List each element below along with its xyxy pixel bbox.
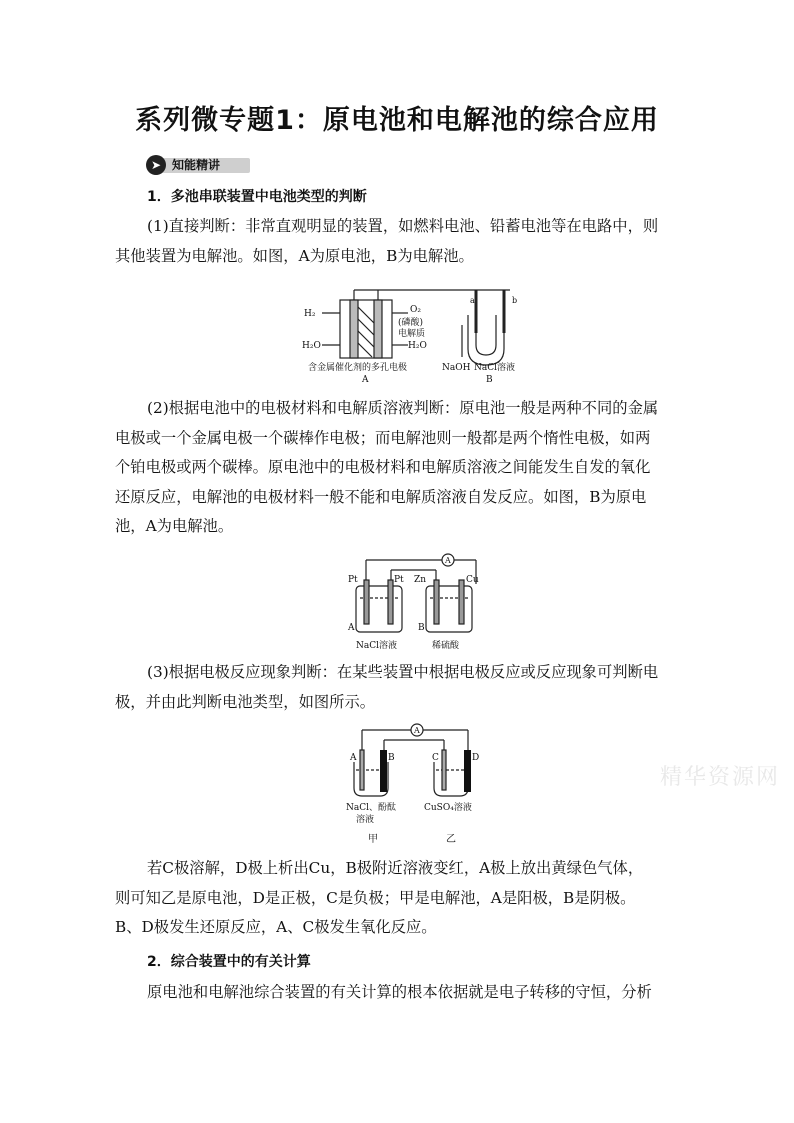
label-D: D (472, 753, 480, 763)
text-line: 池，A为电解池。 (115, 517, 234, 535)
paragraph-material (115, 394, 683, 542)
label-pt-1: Pt (348, 575, 358, 585)
label-b: b (512, 296, 518, 305)
label-electrolyte: 电解质 (398, 329, 426, 339)
text-line: 则可知乙是原电池，D是正极，C是负极；甲是电解池，A是阳极，B是阴极。 (115, 888, 636, 907)
label-B: B (388, 753, 395, 763)
label-nacl: NaCl溶液 (474, 363, 516, 373)
watermark: 精华资源网 (660, 765, 781, 790)
label-pt-2: Pt (394, 575, 404, 585)
text-line: 原电池和电解池综合装置的有关计算的根本依据就是电子转移的守恒，分析 (147, 983, 652, 1001)
label-solution: 溶液 (356, 815, 375, 825)
paragraph-calculation (115, 978, 683, 1008)
figure-cells-jia-yi (340, 722, 490, 848)
label-acid: (磷酸) (398, 318, 424, 328)
text-line: B、D极发生还原反应，A、C极发生氧化反应。 (115, 918, 437, 936)
label-cu: Cu (466, 575, 479, 585)
label-nacl: NaCl、酚酞 (346, 803, 397, 813)
paragraph-conclusion (115, 854, 683, 943)
text-line: 还原反应，电解池的电极材料一般不能和电解质溶液自发反应。如图，B为原电 (115, 487, 647, 506)
label-jia: 甲 (368, 834, 378, 845)
label-o2: O₂ (410, 305, 421, 315)
badge-label: 知能精讲 (162, 158, 250, 173)
label-naoh: NaOH (442, 363, 471, 373)
label-A: A (350, 753, 357, 763)
label-acid: 稀硫酸 (432, 641, 460, 651)
figure-fuel-cell (300, 285, 530, 387)
paragraph-direct (115, 212, 683, 271)
text-line: 电极或一个金属电极一个碳棒作电极；而电解池则一般都是两个惰性电极，如两 (115, 428, 651, 447)
label-electrode: 含金属催化剂的多孔电极 (308, 363, 408, 373)
text-line: 个铂电极或两个碳棒。原电池中的电极材料和电解质溶液之间能发生自发的氧化 (115, 458, 651, 476)
section1-heading: 1．多池串联装置中电池类型的判断 (147, 189, 367, 205)
text-line: (3)根据电极反应现象判断：在某些装置中根据电极反应或反应现象可判断电 (147, 663, 659, 681)
label-h2: H₂ (304, 309, 316, 319)
label-B: B (486, 375, 493, 385)
label-B: B (418, 623, 425, 633)
ammeter-label: A (414, 726, 420, 735)
figure-cells-pt-zn (344, 552, 484, 652)
text-line: 其他装置为电解池。如图，A为原电池，B为电解池。 (115, 246, 474, 265)
text-line: 若C极溶解，D极上析出Cu，B极附近溶液变红，A极上放出黄绿色气体， (147, 859, 644, 877)
electrode-D (464, 750, 471, 792)
arrow-icon: ➤ (146, 155, 166, 175)
label-a: a (470, 296, 475, 305)
label-C: C (432, 753, 439, 763)
label-zn: Zn (414, 575, 427, 585)
label-h2o-right: H₂O (408, 341, 427, 351)
section2-heading: 2．综合装置中的有关计算 (147, 954, 311, 970)
label-cuso4: CuSO₄溶液 (424, 803, 472, 813)
electrode-B (380, 750, 387, 792)
text-line: 极，并由此判断电池类型，如图所示。 (115, 692, 376, 711)
label-yi: 乙 (446, 834, 456, 845)
paragraph-phenomenon (115, 658, 683, 717)
label-A: A (362, 375, 369, 385)
page-title: 系列微专题1：原电池和电解池的综合应用 (135, 105, 659, 136)
label-nacl: NaCl溶液 (356, 641, 398, 651)
label-h2o-left: H₂O (302, 341, 321, 351)
ammeter-label: A (445, 556, 451, 565)
text-line: (2)根据电池中的电极材料和电解质溶液判断：原电池一般是两种不同的金属 (147, 399, 659, 417)
text-line: (1)直接判断：非常直观明显的装置，如燃料电池、铅蓄电池等在电路中，则 (147, 217, 659, 235)
label-A: A (348, 623, 355, 633)
